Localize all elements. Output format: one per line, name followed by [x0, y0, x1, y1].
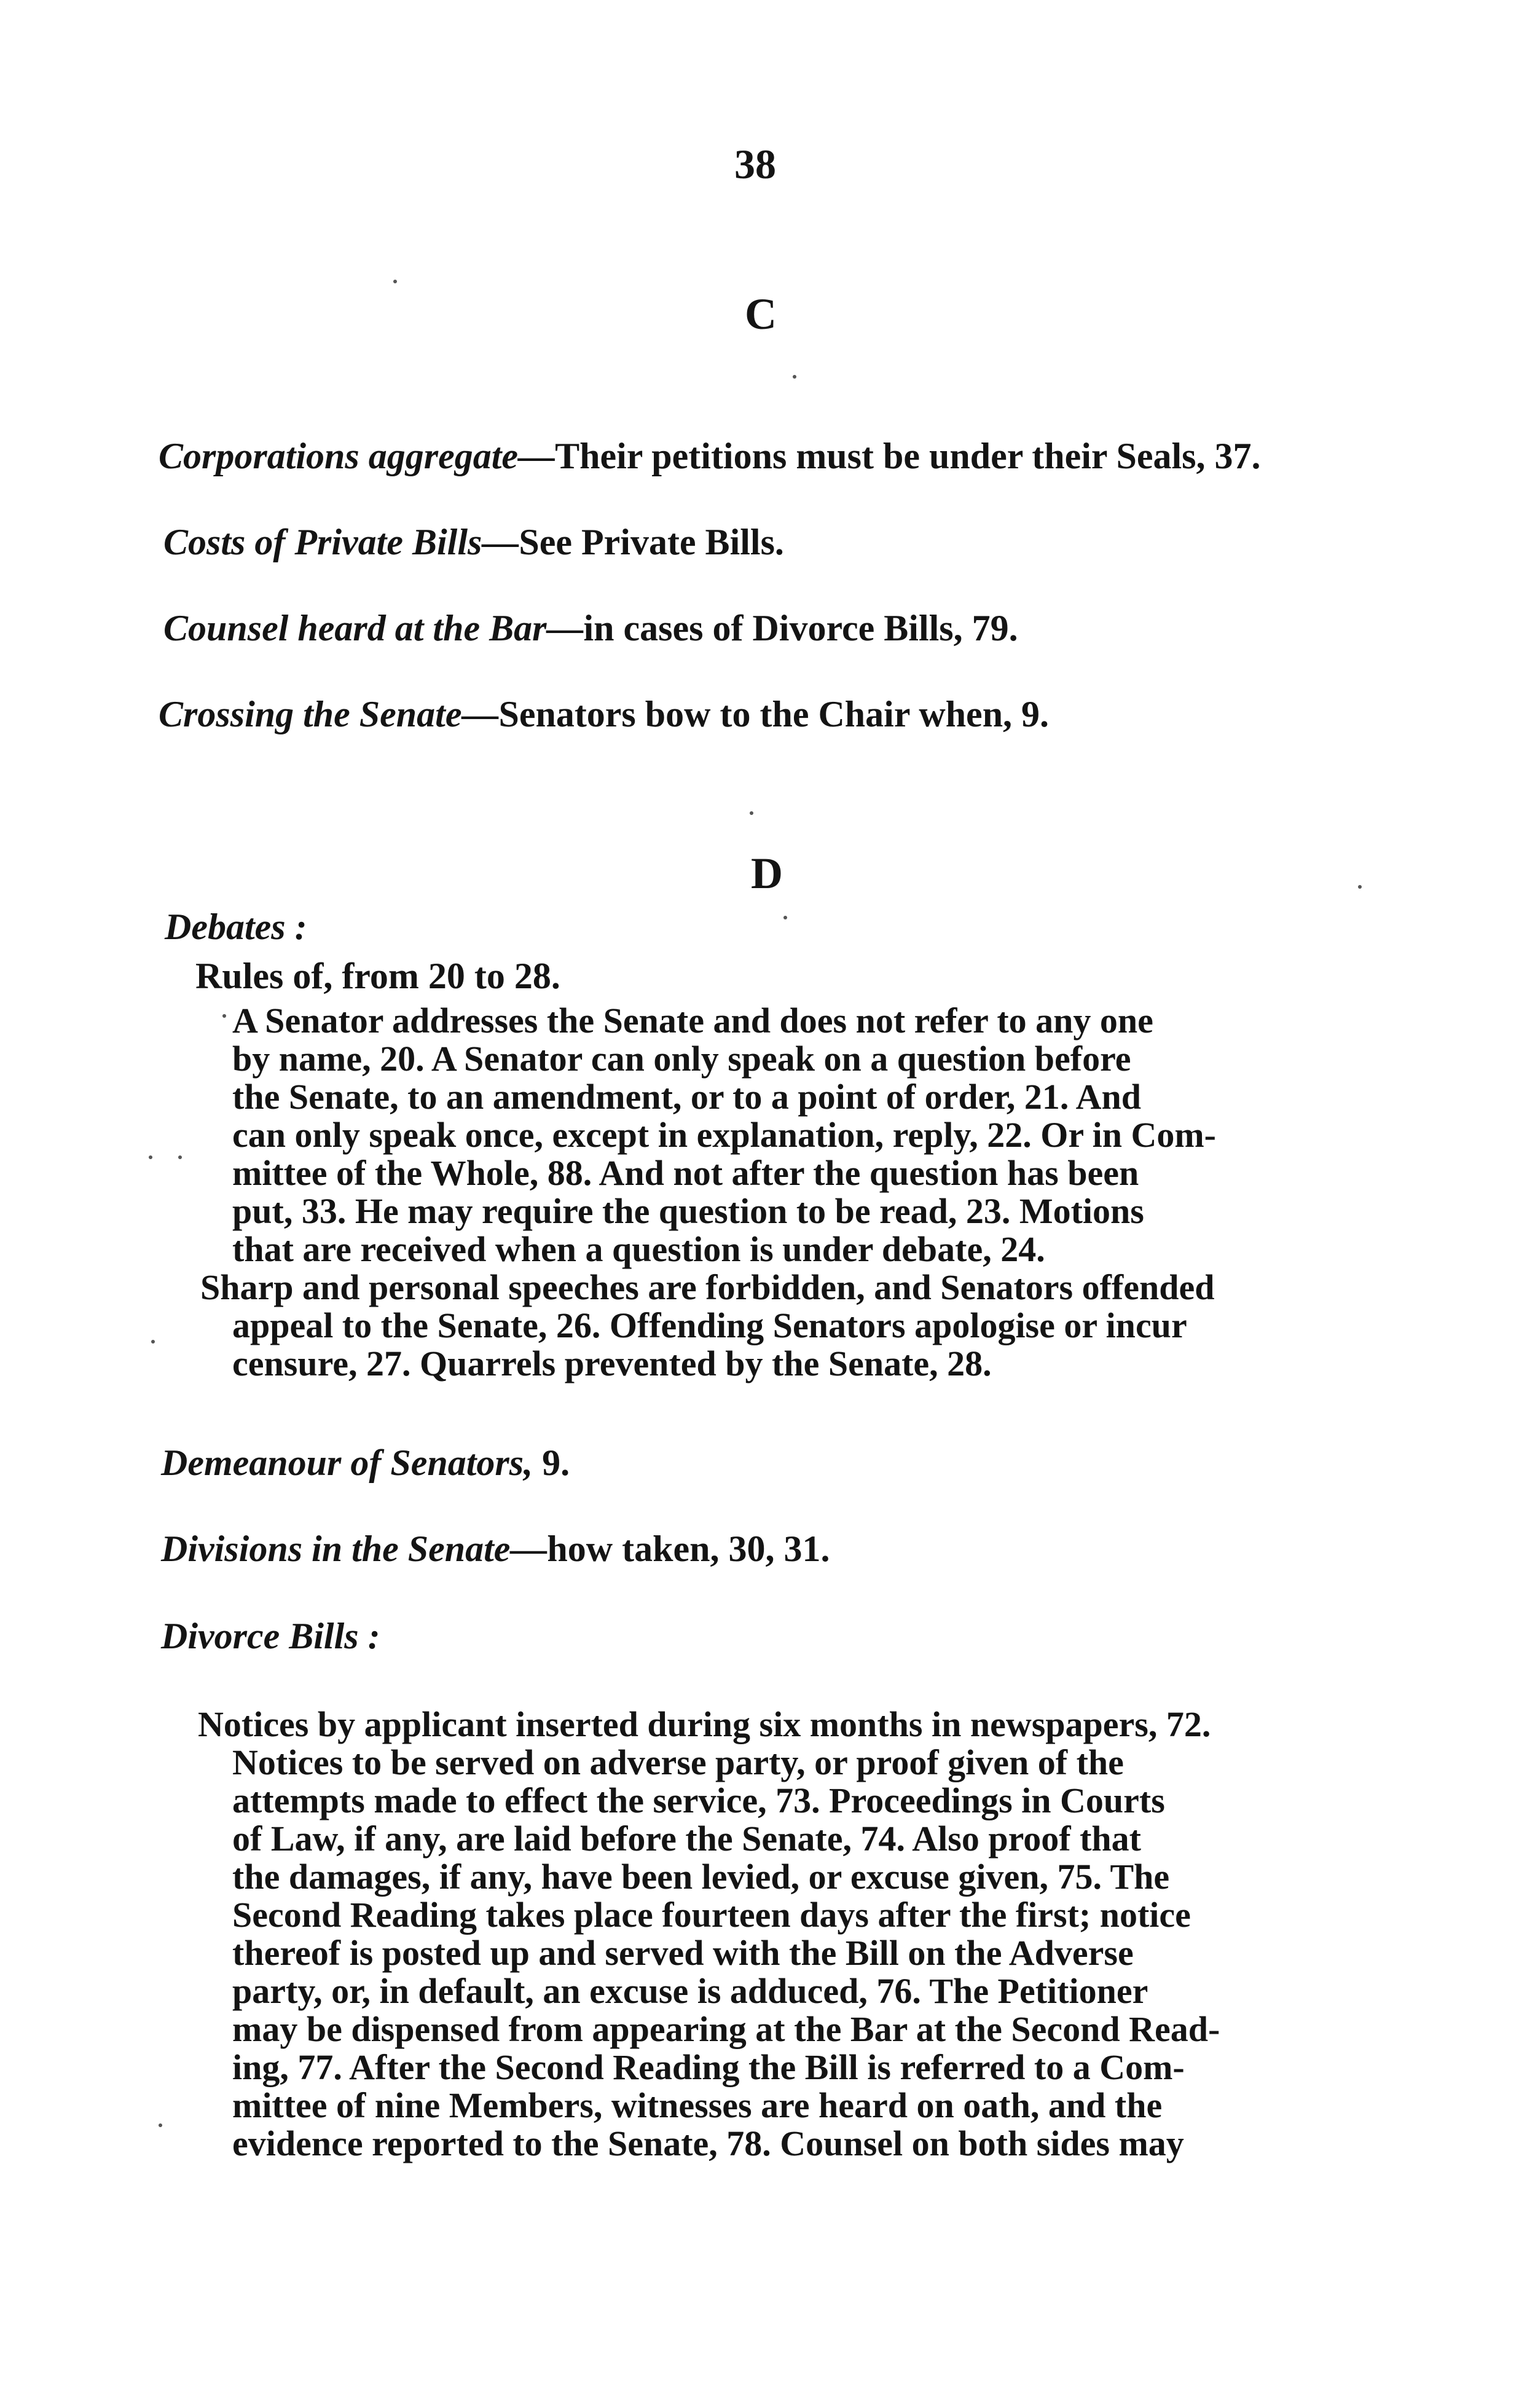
- divorce-line-3: attempts made to effect the service, 73. Proceedings in Courts: [232, 1780, 1165, 1820]
- index-entry-divorce-head: Divorce Bills :: [161, 1616, 380, 1656]
- scan-speck: [793, 375, 796, 379]
- entry-head: Divisions in the Senate—: [161, 1529, 548, 1569]
- debates-paragraph-2-line-2: appeal to the Senate, 26. Offending Senators apologise or incur: [232, 1305, 1187, 1345]
- divorce-line-6: Second Reading takes place fourteen days after the first; notice: [232, 1895, 1191, 1935]
- page-number: 38: [734, 141, 776, 187]
- debates-paragraph-2-line-1: Sharp and personal speeches are forbidden, and Senators offended: [200, 1267, 1215, 1307]
- index-entry-corporations: [159, 438, 1261, 474]
- divorce-line-4: of Law, if any, are laid before the Senate, 74. Also proof that: [232, 1819, 1141, 1859]
- entry-head: Demeanour of Senators,: [161, 1442, 533, 1483]
- entry-head: Counsel heard at the Bar—: [163, 608, 584, 648]
- index-entry-debates-head: Debates :: [165, 907, 307, 947]
- divorce-line-1: Notices by applicant inserted during six months in newspapers, 72.: [198, 1704, 1211, 1744]
- scan-speck: [1358, 885, 1362, 889]
- debates-paragraph-1-line-1: A Senator addresses the Senate and does not refer to any one: [232, 1001, 1153, 1041]
- debates-paragraph-1-line-2: by name, 20. A Senator can only speak on a question before: [232, 1039, 1131, 1079]
- index-entry-crossing: [159, 696, 1049, 733]
- divorce-line-5: the damages, if any, have been levied, or excuse given, 75. The: [232, 1857, 1170, 1897]
- divorce-line-9: may be dispensed from appearing at the Bar at the Second Read-: [232, 2009, 1220, 2049]
- index-entry-demeanour: [161, 1444, 570, 1481]
- scan-speck: [159, 2123, 162, 2127]
- section-letter-d: D: [751, 849, 783, 898]
- entry-text: 9.: [533, 1442, 570, 1483]
- entry-text: in cases of Divorce Bills, 79.: [583, 608, 1018, 648]
- entry-text: Their petitions must be under their Seals, 37.: [555, 436, 1261, 476]
- index-entry-counsel: [163, 610, 1018, 647]
- divorce-line-2: Notices to be served on adverse party, or proof given of the: [232, 1742, 1124, 1782]
- entry-head: Costs of Private Bills—: [163, 522, 519, 562]
- entry-text: how taken, 30, 31.: [547, 1529, 830, 1569]
- scan-speck: [393, 280, 397, 283]
- entry-text: Senators bow to the Chair when, 9.: [498, 694, 1050, 734]
- divorce-line-10: ing, 77. After the Second Reading the Bill is referred to a Com-: [232, 2047, 1185, 2087]
- entry-text: See Private Bills.: [519, 522, 784, 562]
- debates-paragraph-1-line-4: can only speak once, except in explanation, reply, 22. Or in Com-: [232, 1115, 1216, 1155]
- entry-head: Corporations aggregate—: [159, 436, 555, 476]
- scan-speck: [783, 916, 787, 919]
- debates-paragraph-1-line-5: mittee of the Whole, 88. And not after the question has been: [232, 1153, 1139, 1193]
- index-entry-costs: [163, 524, 784, 561]
- divorce-line-7: thereof is posted up and served with the Bill on the Adverse: [232, 1933, 1134, 1973]
- index-entry-divisions: [161, 1530, 830, 1567]
- entry-head: Crossing the Senate—: [159, 694, 499, 734]
- scan-speck: [178, 1155, 182, 1159]
- divorce-line-11: mittee of nine Members, witnesses are heard on oath, and the: [232, 2085, 1163, 2125]
- debates-paragraph-1-line-6: put, 33. He may require the question to be read, 23. Motions: [232, 1191, 1144, 1231]
- debates-paragraph-1-line-7: that are received when a question is under debate, 24.: [232, 1229, 1045, 1269]
- divorce-line-8: party, or, in default, an excuse is adduced, 76. The Petitioner: [232, 1971, 1148, 2011]
- debates-paragraph-1-line-3: the Senate, to an amendment, or to a point of order, 21. And: [232, 1077, 1142, 1117]
- scan-speck: [151, 1340, 155, 1344]
- scan-speck: [222, 1014, 226, 1018]
- scan-speck: [149, 1155, 152, 1159]
- debates-rules: Rules of, from 20 to 28.: [195, 956, 560, 996]
- section-letter-c: C: [745, 289, 777, 339]
- debates-paragraph-2-line-3: censure, 27. Quarrels prevented by the Senate, 28.: [232, 1344, 992, 1383]
- scan-speck: [750, 811, 753, 815]
- divorce-line-12: evidence reported to the Senate, 78. Counsel on both sides may: [232, 2123, 1184, 2163]
